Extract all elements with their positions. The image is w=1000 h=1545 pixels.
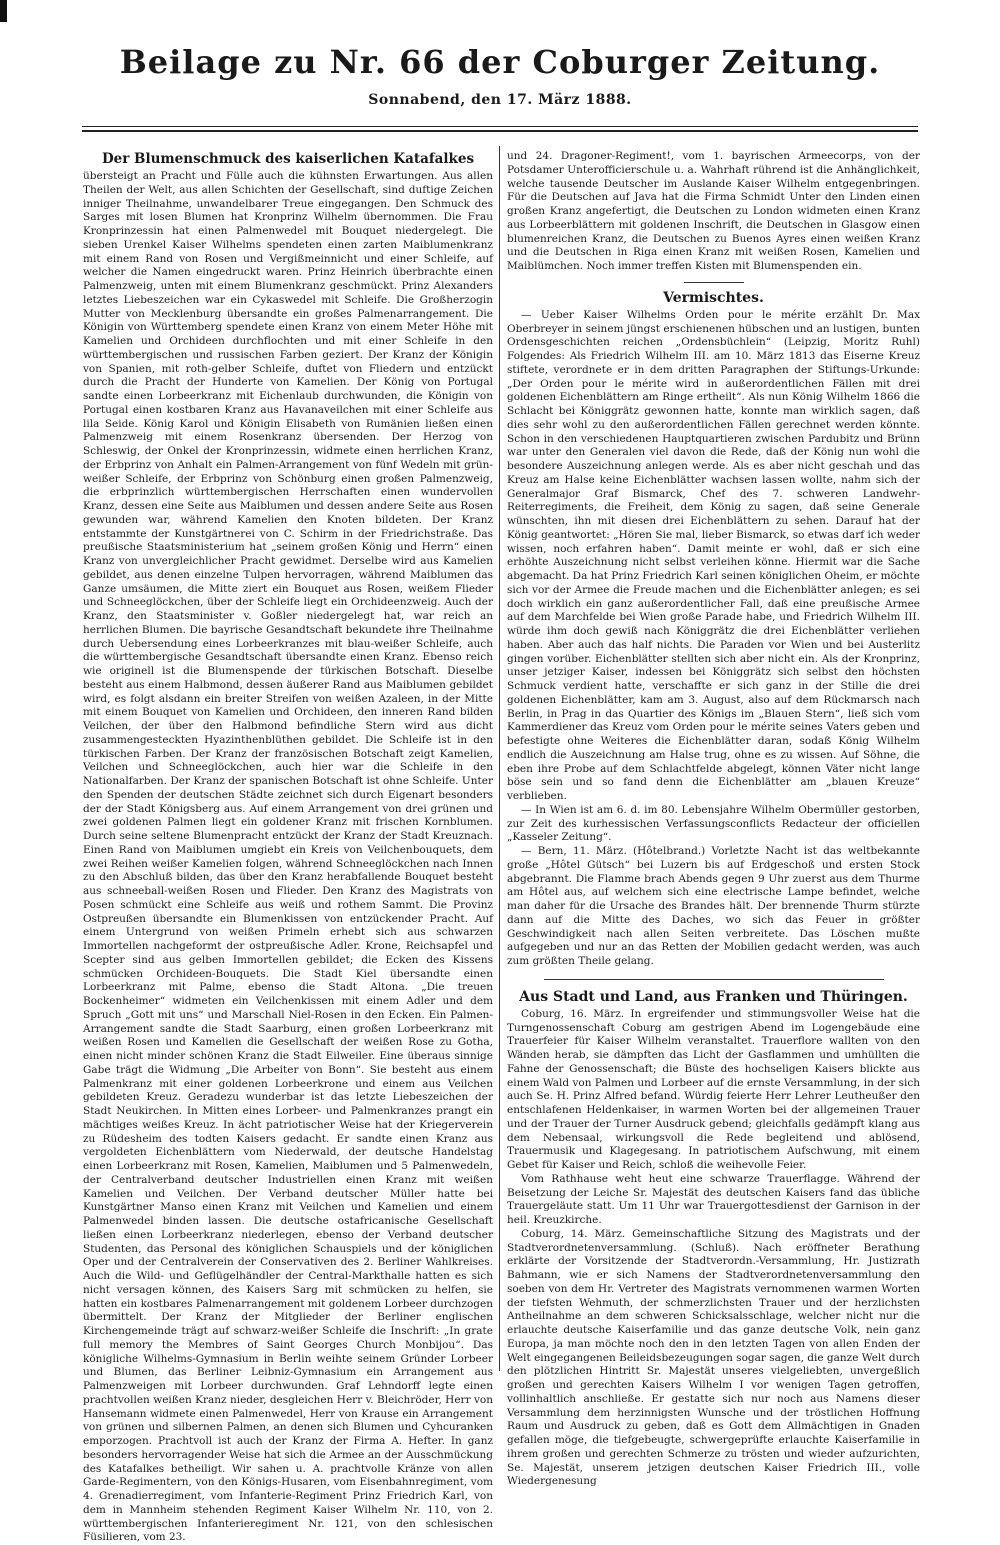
section-separator: [544, 979, 884, 980]
section-title-stadt-und-land: Aus Stadt und Land, aus Franken und Thüringen.: [519, 988, 908, 1005]
masthead-rule-thick: [82, 130, 918, 132]
section-separator: [684, 282, 744, 283]
section-title-vermischtes: Vermischtes.: [663, 289, 764, 306]
article-paragraph: Vom Rathhause weht heut eine schwarze Trauerflagge. Während der Beisetzung der Leiche Sr. Majestät des deutschen Kaisers fand das übliche Trauergeläute statt. Um 11 Uhr war Trauergottesdienst der Garnison in der heil. Kreuzkirche.: [507, 1172, 920, 1226]
scan-edge-mark: [0, 0, 7, 22]
masthead-title: Beilage zu Nr. 66 der Coburger Zeitung.: [119, 43, 881, 81]
article-paragraph: Coburg, 16. März. In ergreifender und stimmungsvoller Weise hat die Turngenossenschaft Coburg am gestrigen Abend im Logengebäude eine Trauerfeier für Kaiser Wilhelm veranstaltet. Trauerflore wallten von den Wänden herab, sie dämpften das Licht der Gasflammen und umhüllten die Fahne der Genossenschaft; die Büste des hochseligen Kaisers blickte aus einem Wald von Palmen und Lorbeer auf die ernste Versammlung, in der sich auch Se. H. Prinz Alfred befand. Würdig feierte Herr Lehrer Leutheußer den entschlafenen Heldenkaiser, in warmen Worten bei der allgemeinen Trauer und der Trauer der Turner Ausdruck gebend; gleichfalls gedämpft klang aus dem Nebensaal, wirkungsvoll die Rede begleitend und ablösend, Trauermusik und Klagegesang. In patriotischem Aufschwung, mit einem Gebet für Kaiser und Reich, schloß die weihevolle Feier.: [507, 1007, 920, 1171]
article-headline-katafalk: Der Blumenschmuck des kaiserlichen Katafalkes: [101, 151, 475, 167]
article-paragraph: — In Wien ist am 6. d. im 80. Lebensjahre Wilhelm Obermüller gestorben, zur Zeit des kurhessischen Verfassungsconflicts Redacteur der officiellen „Kasseler Zeitung“.: [507, 803, 920, 844]
column-divider: [499, 146, 500, 1371]
right-column: [507, 150, 920, 1488]
article-paragraph: — Bern, 11. März. (Hôtelbrand.) Vorletzte Nacht ist das weltbekannte große „Hôtel Gütsch“ bei Luzern bis auf Erdgeschoß und ersten Stock abgebrannt. Die Flamme brach Abends gegen 9 Uhr zuerst aus dem Thurme am Hôtel aus, auf welchem sich eine electrische Lampe befindet, welche man daher für die Ursache des Brandes hält. Der brennende Thurm stürzte dann auf die Mitte des Daches, wo sich das Feuer in größter Geschwindigkeit nach allen Seiten verbreitete. Das Löschen mußte aufgegeben und nur an das Retten der Mobilien gedacht werden, was auch zum größten Theile gelang.: [507, 845, 920, 967]
left-column: [83, 150, 493, 1544]
article-continuation: und 24. Dragoner-Regiment!, vom 1. bayrischen Armeecorps, von der Potsdamer Unterofficierschule u. a. Wahrhaft rührend ist die Anhänglichkeit, welche tausende Deutscher im Auslande Kaiser Wilhelm entgegenbringen. Für die Deutschen auf Java hat die Firma Schmidt Unter den Linden einen großen Kranz angefertigt, die Deutschen zu London widmeten einen Kranz aus Lorbeerblättern mit goldenen Inschrift, die Deutschen in Glasgow einen blumenreichen Kranz, die Deutschen zu Buenos Ayres einen weißen Kranz und die Deutschen in Riga einen Kranz mit weißen Rosen, Kamelien und Maiblümchen. Noch immer treffen Kisten mit Blumenspenden ein.: [507, 150, 920, 272]
masthead: [60, 42, 940, 108]
article-paragraph: Coburg, 14. März. Gemeinschaftliche Sitzung des Magistrats und der Stadtverordnetenversammlung. (Schluß). Nach eröffneter Berathung erklärte der Vorsitzende der Stadtverordn.-Versammlung, Hr. Justizrath Bahmann, wie er sich Namens der Stadtverordnetenversammlung den soeben von dem Hr. Vertreter des Magistrats vernommenen warmen Worten der tiefsten Wehmuth, der schmerzlichsten Trauer und der herzlichsten Antheilnahme an dem schweren Schicksalsschlage, welcher nicht nur die erlauchte deutsche Kaiserfamilie und das ganze deutsche Volk, nein ganz Europa, ja man möchte noch den in den letzten Tagen von allen Enden der Welt eingegangenen Beileidsbezeugungen sogar sagen, die ganze Welt durch den plötzlichen Hintritt Sr. Majestät unseres vielgeliebten, unvergeßlich großen und gerechten Kaisers Wilhelm I vor wenigen Tagen getroffen, vollinhaltlich anschließe. Er gestatte sich nur noch aus Namens dieser Versammlung dem herzinnigsten Wunsche und der tröstlichen Hoffnung Raum und Ausdruck zu geben, daß es Gott dem Allmächtigen in Gnaden gefallen möge, die tiefgebeugte, schwergeprüfte erlauchte Kaiserfamilie in ihrem großen und gerechten Schmerze zu trösten und wieder aufzurichten, Se. Majestät, unserem jetzigen deutschen Kaiser Friedrich III., volle Wiedergenesung: [507, 1227, 920, 1488]
masthead-rule-thin: [82, 126, 918, 127]
article-paragraph: — Ueber Kaiser Wilhelms Orden pour le mérite erzählt Dr. Max Oberbreyer in seinem jüngst erschienenen hübschen und an lustigen, bunten Ordensgeschichten reichen „Ordensbüchlein“ (Leipzig, Moritz Ruhl) Folgendes: Als Friedrich Wilhelm III. am 10. März 1813 das Eiserne Kreuz stiftete, verordnete er in dem dritten Paragraphen der Stiftungs-Urkunde: „Der Orden pour le mérite wird in außerordentlichen Fällen mit drei goldenen Eichenblättern am Ringe ertheilt“. Als nun König Wilhelm 1866 die Schlacht bei Königgrätz gewonnen hatte, konnte man wirklich sagen, daß dies sehr wohl zu den außerordentlichen Fällen gerechnet werden könnte. Schon in den verschiedenen Hauptquartieren zwischen Pardubitz und Brünn war unter den Generalen viel davon die Rede, daß der König nun wohl die besondere Auszeichnung anlegen werde. Als es aber nicht geschah und das Kreuz am Halse keine Eichenblätter wachsen lassen wollte, nahm sich der Generalmajor Graf Bismarck, Chef des 7. schweren Landwehr-Reiterregiments, die Freiheit, dem König zu sagen, daß seine Generale wünschten, ihn mit diesen drei Eichenblättern zu sehen. Darauf hat der König geantwortet: „Hören Sie mal, lieber Bismarck, so etwas darf ich weder wissen, noch erfahren haben“. Damit meinte er wohl, daß er sich eine erhöhte Auszeichnung nicht selbst verleihen könne. Hiermit war die Sache abgemacht. Da hat Prinz Friedrich Karl seinen königlichen Oheim, er möchte sich vor der Armee die Freude machen und die Eichenblätter anlegen; es sei doch wirklich ein ganz außerordentlicher Fall, daß eine preußische Armee auf dem Marchfelde bei Wien große Parade habe, und Friedrich Wilhelm III. würde ihm doch gewiß nach Königgrätz die drei Eichenblätter verliehen haben. Aber auch das half nichts. Die Paraden vor Wien und bei Austerlitz gingen vorüber. Eichenblätter stellten sich aber nicht ein. Als der Kronprinz, unser jetziger Kaiser, indessen bei Königgrätz sich selbst den höchsten Schmuck verdient hatte, verschaffte er sich ganz in der Stille die drei goldenen Eichenblätter, kam am 3. August, also auf dem Rückmarsch nach Berlin, in Prag in das Quartier des Königs im „Blauen Stern“, ließ sich vom Kammerdiener das Kreuz vom Orden pour le mérite seines Vaters geben und befestigte ohne Weiteres die Eichenblätter daran, sodaß König Wilhelm endlich die Auszeichnung am Halse trug, ohne es zu wissen. Auf Söhne, die eben ihre Probe auf dem Schlachtfelde abgelegt, können Väter nicht lange böse sein und so fand denn die Eichenblätter am „blauen Kreuze“ verblieben.: [507, 308, 920, 802]
article-paragraph: übersteigt an Pracht und Fülle auch die kühnsten Erwartungen. Aus allen Theilen der Welt, aus allen Schichten der Gesellschaft, sind duftige Zeichen inniger Theilnahme, unwandelbarer Treue eingegangen. Den Schmuck des Sarges mit losen Blumen hat Kronprinz Wilhelm übernommen. Die Frau Kronprinzessin hat einen Palmenwedel mit Bouquet niedergelegt. Die sieben Urenkel Kaiser Wilhelms spendeten einen zarten Maiblumenkranz mit einem Rand von Rosen und Vergißmeinnicht und einer Schleife, auf welcher die Namen eingedruckt waren. Prinz Heinrich überbrachte einen Palmenzweig, unten mit einem Blumenkranz geschmückt. Prinz Alexanders letztes Liebeszeichen war ein Cykaswedel mit Schleife. Die Großherzogin Mutter von Mecklenburg übersandte ein großes Palmenarrangement. Die Königin von Württemberg spendete einen Kranz von einem Meter Höhe mit Kamelien und Orchideen durchflochten und mit einer Schleife in den württembergischen und russischen Farben geziert. Der Kranz der Königin von Spanien, mit roth-gelber Schleife, duftet von Fliedern und entzückt durch die Pracht der Hunderte von Kamelien. Der König von Portugal sandte einen Lorbeerkranz mit Eichenlaub durchwunden, die Königin von Portugal einen kostbaren Kranz aus Havanaveilchen mit einer Schleife aus lila Seide. König Karol und Königin Elisabeth von Rumänien ließen einen Palmenzweig mit einem Rosenkranz übersenden. Der Herzog von Schleswig, der Onkel der Kronprinzessin, widmete einen herrlichen Kranz, der Erbprinz von Anhalt ein Palmen-Arrangement von fünf Wedeln mit grün-weißer Schleife, der Erbprinz von Schönburg einen großen Palmenzweig, die erbprinzlich württembergischen Herrschaften einen wundervollen Kranz, dessen eine Seite aus Maiblumen und dessen andere Seite aus Rosen gewunden war, während Kamelien den Knoten bildeten. Der Kranz entstammte der Kunstgärtnerei von C. Schirm in der Friedrichstraße. Das preußische Staatsministerium hat „seinem großen König und Herrn“ einen Kranz von unvergleichlicher Pracht gewidmet. Derselbe wird aus Kamelien gebildet, aus denen einzelne Tulpen hervorragen, während Maiblumen das Ganze umsäumen, die Mitte ziert ein Bouquet aus Rosen, weißem Flieder und Schneeglöckchen, über der Schleife liegt ein Orchideenzweig. Auch der Kranz, den Staatsminister v. Goßler niedergelegt hat, war reich an herrlichen Blumen. Die bayrische Gesandtschaft bekundete ihre Theilnahme durch Uebersendung eines Lorbeerkranzes mit blau-weißer Schleife, auch die württembergische Gesandtschaft übersandte einen Kranz. Ebenso reich wie originell ist die Blumenspende der türkischen Botschaft. Dieselbe besteht aus einem Halbmond, dessen äußerer Rand aus Maiblumen gebildet wird, es folgt alsdann ein breiter Streifen von weißen Azaleen, in der Mitte mit einem Bouquet von Kamelien und Orchideen, den inneren Rand bilden Veilchen, der über den Halbmond befindliche Stern wird aus dicht zusammengesteckten Hyazinthenblüthen gebildet. Die Schleife ist in den türkischen Farben. Der Kranz der französischen Botschaft zeigt Kamelien, Veilchen und Schneeglöckchen, auch hier war die Schleife in den Nationalfarben. Der Kranz der spanischen Botschaft ist ohne Schleife. Unter den Spenden der deutschen Städte zeichnet sich durch Eigenart besonders der der Stadt Königsberg aus. Auf einem Arrangement von drei grünen und zwei goldenen Palmen liegt ein goldener Kranz mit frischen Kornblumen. Durch seine seltene Blumenpracht entzückt der Kranz der Stadt Kreuznach. Einen Rand von Maiblumen umgiebt ein Kreis von Veilchenbouquets, dem zwei Reihen weißer Kamelien folgen, während Schneeglöckchen nach Innen zu den Abschluß bilden, das über den Kranz herabfallende Bouquet besteht aus schneeball-weißen Rosen und Flieder. Den Kranz des Magistrats von Posen schmückt eine Schleife aus weiß und rothem Sammt. Die Provinz Ostpreußen übersandte ein Blumenkissen von entzückender Pracht. Auf einem Untergrund von weißen Primeln erhebt sich aus schwarzen Immortellen nachgeformt der ostpreußische Adler. Krone, Reichsapfel und Scepter sind aus gelben Immortellen gebildet; die Ecken des Kissens schmücken Orchideen-Bouquets. Die Stadt Kiel übersandte einen Lorbeerkranz mit Palme, ebenso die Stadt Altona. „Die treuen Bockenheimer“ widmeten ein Veilchenkissen mit einem Adler und dem Spruch „Gott mit uns“ und Marschall Niel-Rosen in den Ecken. Ein Palmen-Arrangement sandte die Stadt Saarburg, einen großen Lorbeerkranz mit weißen Rosen und Kamelien die Gesellschaft der weißen Rose zu Gotha, einen nicht minder schönen Kranz die Stadt Eilweiler. Eine überaus sinnige Gabe trägt die Widmung „Die Arbeiter von Bonn“. Sie besteht aus einem Palmenkranz mit einer goldenen Lorbeerkrone und einem aus Veilchen gebildeten Kreuz. Geradezu wunderbar ist das letzte Liebeszeichen der Stadt Neukirchen. In Mitten eines Lorbeer- und Palmenkranzes prangt ein mächtiges weißes Kreuz. In ächt patriotischer Weise hat der Kriegerverein zu Rüdesheim des todten Kaisers gedacht. Er sandte einen Kranz aus vergoldeten Eichenblättern vom Niederwald, der deutsche Handelstag einen Lorbeerkranz mit Rosen, Kamelien, Maiblumen und 5 Palmenwedeln, der Centralverband deutscher Industriellen einen Kranz mit weißen Kamelien und Veilchen. Der Verband deutscher Müller hatte bei Kunstgärtner Manso einen Kranz mit Veilchen und Kamelien und einem Palmenwedel binden lassen. Die deutsche ostafricanische Gesellschaft ließen einen Lorbeerkranz niederlegen, ebenso der Verband deutscher Studenten, das Personal des königlichen Schauspiels und der königlichen Oper und der Centralverein der Conservativen des 2. Berliner Wahlkreises. Auch die Wild- und Geflügelhändler der Central-Markthalle hatten es sich nicht versagen können, des Kaisers Sarg mit schmücken zu helfen, sie hatten ein kostbares Palmenarrangement mit goldenem Lorbeer durchzogen übermittelt. Der Kranz der Mitglieder der Berliner englischen Kirchengemeinde trägt auf schwarz-weißer Schleife die Inschrift: „In grate full memory the Membres of Saint Georges Church Monbijou“. Das königliche Wilhelms-Gymnasium in Berlin weihte seinem Gründer Lorbeer und Blumen, das Berliner Leibniz-Gymnasium ein Arrangement aus Palmenzweigen mit Lorbeer durchwunden. Graf Lehndorff legte einen prachtvollen weißen Kranz nieder, desgleichen Herr v. Bleichröder, Herr von Hansemann widmete einen Palmenwedel, Herr von Krause ein Arrangement von grünen und silbernen Palmen, an denen sich Blumen und Cyhcuranken emporzogen. Prachtvoll ist auch der Kranz der Firma A. Hefter. In ganz besonders hervorragender Weise hat sich die Armee an der Ausschmückung des Katafalkes betheiligt. Wir sahen u. A. prachtvolle Kränze von allen Garde-Regimentern, von den Königs-Husaren, vom Eisenbahnregiment, vom 4. Grenadierregiment, vom Infanterie-Regiment Prinz Friedrich Karl, von dem in Mannheim stehenden Regiment Kaiser Wilhelm Nr. 110, von 2. württembergischen Infanterieregiment Nr. 121, von den schlesischen Füsilieren, vom 23.: [83, 170, 493, 1544]
masthead-date: Sonnabend, den 17. März 1888.: [368, 92, 632, 108]
